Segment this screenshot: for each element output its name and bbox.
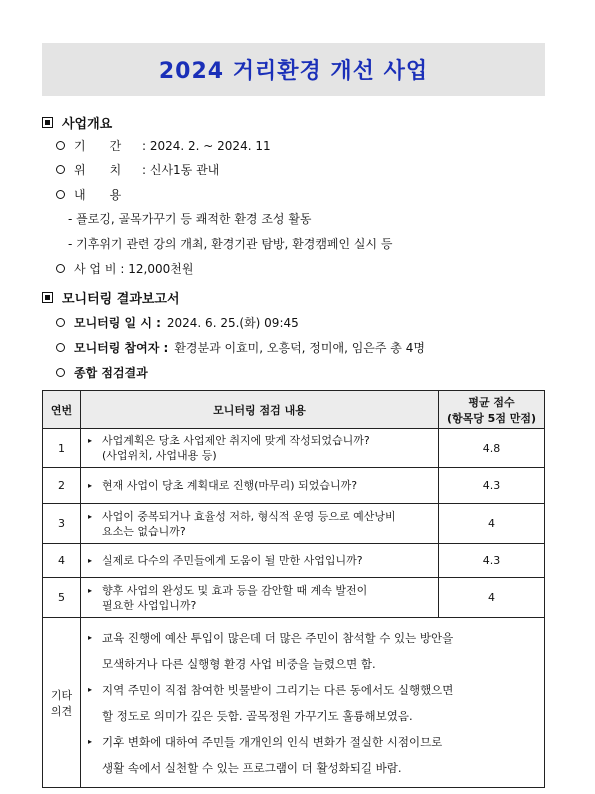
triangle-bullet-icon: ▸ <box>88 632 93 642</box>
row-score: 4 <box>439 578 545 618</box>
overview-heading-text: 사업개요 <box>62 117 113 132</box>
monitoring-date-value: 2024. 6. 25.(화) 09:45 <box>166 316 299 330</box>
triangle-bullet-icon: ▸ <box>88 511 93 521</box>
row-content <box>81 578 439 618</box>
row-question-detail: (사업위치, 사업내용 등) <box>102 449 217 462</box>
monitoring-date-label: 모니터링 일 시 : <box>74 316 161 330</box>
circle-bullet-icon <box>56 343 65 352</box>
circle-bullet-icon <box>56 190 65 199</box>
row-no: 4 <box>43 544 81 578</box>
row-score: 4.3 <box>439 544 545 578</box>
title-banner <box>42 43 545 96</box>
row-content <box>81 544 439 578</box>
triangle-bullet-icon: ▸ <box>88 585 93 595</box>
square-bullet-icon <box>42 117 53 128</box>
square-bullet-icon <box>42 292 53 303</box>
table-header-row <box>43 391 545 429</box>
row-question: 실제로 다수의 주민들에게 도움이 될 만한 사업입니까? <box>102 554 363 567</box>
opinion-text: 교육 진행에 예산 투입이 많은데 더 많은 주민이 참석할 수 있는 방안을 <box>102 630 454 645</box>
col-score-header-line1: 평균 점수 <box>468 395 515 409</box>
monitoring-participants-row <box>56 339 425 356</box>
overview-heading <box>42 113 112 132</box>
row-question: 향후 사업의 완성도 및 효과 등을 감안할 때 계속 발전이 <box>102 583 368 597</box>
triangle-bullet-icon: ▸ <box>88 556 93 565</box>
opinion-row <box>43 618 545 788</box>
col-score-header-line2: (항목당 5점 만점) <box>446 411 537 425</box>
circle-bullet-icon <box>56 165 65 174</box>
row-question-detail: 필요한 사업입니까? <box>102 598 197 612</box>
content-label: 내 용 <box>74 188 122 202</box>
row-no: 1 <box>43 429 81 468</box>
row-question: 현재 사업이 당초 계획대로 진행(마무리) 되었습니까? <box>102 479 358 492</box>
opinion-text: 지역 주민이 직접 참여한 빗물받이 그리기는 다른 동에서도 실행했으면 <box>102 682 454 697</box>
budget-value: : 12,000천원 <box>120 262 194 276</box>
row-score: 4.3 <box>439 468 545 504</box>
opinion-text-cont: 할 정도로 의미가 깊은 듯함. 골목정원 가꾸기도 훌륭해보였음. <box>102 708 413 723</box>
monitoring-heading <box>42 288 180 307</box>
opinion-content <box>81 618 545 788</box>
row-no: 3 <box>43 504 81 544</box>
row-no: 2 <box>43 468 81 504</box>
col-content-header: 모니터링 점검 내용 <box>81 391 439 429</box>
content-item: - 플로깅, 골목가꾸기 등 쾌적한 환경 조성 활동 <box>68 212 312 226</box>
table-row <box>43 578 545 618</box>
opinion-text-cont: 생활 속에서 실천할 수 있는 프로그램이 더 활성화되길 바람. <box>102 760 402 775</box>
content-item: - 기후위기 관련 강의 개최, 환경기관 탐방, 환경캠페인 실시 등 <box>68 237 393 251</box>
monitoring-date-row <box>56 314 299 331</box>
circle-bullet-icon <box>56 368 65 377</box>
triangle-bullet-icon: ▸ <box>88 481 93 490</box>
period-row <box>56 137 271 154</box>
triangle-bullet-icon: ▸ <box>88 436 93 445</box>
opinion-label-line2: 의견 <box>50 704 73 718</box>
location-label: 위 치 <box>74 163 122 177</box>
col-score-header <box>439 391 545 429</box>
row-question-detail: 요소는 없습니까? <box>102 524 186 538</box>
circle-bullet-icon <box>56 264 65 273</box>
summary-label: 종합 점검결과 <box>74 366 148 380</box>
monitoring-participants-value: 환경분과 이효미, 오흥덕, 정미애, 임은주 총 4명 <box>174 341 425 355</box>
monitoring-heading-text: 모니터링 결과보고서 <box>62 292 180 307</box>
table-row <box>43 429 545 468</box>
row-score: 4.8 <box>439 429 545 468</box>
location-row <box>56 161 219 178</box>
opinion-label <box>43 618 81 788</box>
location-value: : 신사1동 관내 <box>142 163 220 177</box>
row-content <box>81 429 439 468</box>
opinion-text: 기후 변화에 대하여 주민들 개개인의 인식 변화가 절실한 시점이므로 <box>102 734 443 749</box>
page-title: 2024 거리환경 개선 사업 <box>158 59 429 84</box>
budget-row <box>56 260 193 277</box>
table-row <box>43 544 545 578</box>
circle-bullet-icon <box>56 318 65 327</box>
row-question: 사업이 중복되거나 효율성 저하, 형식적 운영 등으로 예산낭비 <box>102 509 396 523</box>
content-row <box>56 186 121 203</box>
opinion-label-line1: 기타 <box>50 688 73 702</box>
budget-label: 사 업 비 <box>74 262 117 276</box>
table-row <box>43 504 545 544</box>
row-content <box>81 504 439 544</box>
period-value: : 2024. 2. ~ 2024. 11 <box>142 138 271 153</box>
period-label: 기 간 <box>74 139 122 153</box>
monitoring-table <box>42 390 545 788</box>
row-content <box>81 468 439 504</box>
summary-row <box>56 364 148 381</box>
triangle-bullet-icon: ▸ <box>88 736 93 746</box>
row-question: 사업계획은 당초 사업제안 취지에 맞게 작성되었습니까? <box>102 434 370 447</box>
circle-bullet-icon <box>56 141 65 150</box>
table-row <box>43 468 545 504</box>
opinion-text-cont: 모색하거나 다른 실행형 환경 사업 비중을 늘렸으면 함. <box>102 656 376 671</box>
triangle-bullet-icon: ▸ <box>88 684 93 694</box>
row-score: 4 <box>439 504 545 544</box>
row-no: 5 <box>43 578 81 618</box>
monitoring-participants-label: 모니터링 참여자 : <box>74 341 169 355</box>
col-no-header: 연번 <box>43 391 81 429</box>
